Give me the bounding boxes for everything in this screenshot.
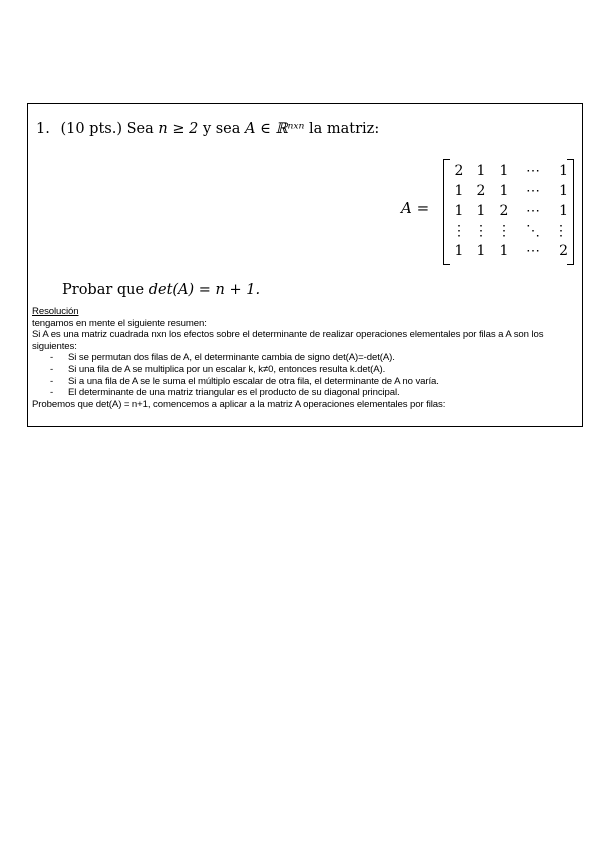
list-item: - El determinante de una matriz triangular es el producto de su diagonal principal. — [50, 387, 400, 399]
matrix-cell: 1 — [476, 163, 486, 179]
matrix-cell: 1 — [454, 183, 464, 199]
list-item-text: Si una fila de A se multiplica por un escalar k, k≠0, entonces resulta k.det(A). — [68, 363, 386, 375]
list-item-text: Si a una fila de A se le suma el múltiplo escalar de otra fila, el determinante de A no varía. — [68, 375, 439, 387]
matrix-cell: ⋯ — [526, 183, 540, 199]
matrix-cell: ⋯ — [526, 243, 540, 259]
list-item-text: El determinante de una matriz triangular es el producto de su diagonal principal. — [68, 387, 400, 399]
matrix-cell: ⋮ — [474, 223, 488, 239]
resolution-title: Resolución — [32, 306, 79, 317]
matrix-cell: 1 — [454, 243, 464, 259]
matrix-cell: 1 — [454, 203, 464, 219]
matrix-cell: 1 — [559, 203, 568, 219]
matrix-A — [396, 157, 580, 263]
list-item: - Si una fila de A se multiplica por un escalar k, k≠0, entonces resulta k.det(A). — [50, 363, 386, 375]
resolution-intro: tengamos en mente el siguiente resumen: — [32, 317, 207, 329]
matrix-cell: 1 — [499, 243, 509, 259]
matrix-cell: 1 — [499, 183, 509, 199]
condition-n: n ≥ 2 — [158, 121, 199, 137]
list-item: - Si a una fila de A se le suma el múltiplo escalar de otra fila, el determinante de A no varía. — [50, 375, 439, 387]
list-item-text: Si se permutan dos filas de A, el determinante cambia de signo det(A)=-det(A). — [68, 352, 395, 364]
matrix-cell: ⋮ — [452, 223, 466, 239]
matrix-cell: 2 — [499, 203, 509, 219]
matrix-cell: 2 — [454, 163, 464, 179]
matrix-cell: 2 — [476, 183, 486, 199]
problem-text-c: la matriz: — [309, 121, 380, 137]
list-item: - Si se permutan dos filas de A, el determinante cambia de signo det(A)=-det(A). — [50, 352, 395, 364]
resolution-closing: Probemos que det(A) = n+1, comencemos a aplicar a la matriz A operaciones elementales por filas: — [32, 398, 446, 410]
prove-text: Probar que — [62, 282, 149, 298]
matrix-cell: 1 — [559, 183, 568, 199]
matrix-cell: ⋯ — [526, 203, 540, 219]
matrix-cell: 1 — [499, 163, 509, 179]
matrix-lhs: A = — [401, 199, 430, 217]
problem-points: (10 pts.) — [60, 121, 122, 137]
prove-statement — [62, 282, 260, 298]
problem-text-b: y sea — [202, 121, 246, 137]
right-bracket — [567, 159, 574, 265]
matrix-cell: ⋮ — [497, 223, 511, 239]
problem-text-a: Sea — [126, 121, 159, 137]
resolution — [32, 306, 580, 410]
resolution-list — [32, 352, 580, 398]
matrix-cell: ⋱ — [526, 223, 540, 239]
prove-formula: det(A) = n + 1. — [148, 282, 261, 298]
matrix-cell: 2 — [559, 243, 568, 259]
matrix-cell: 1 — [476, 203, 486, 219]
matrix-cell: 1 — [476, 243, 486, 259]
resolution-paragraph: Si A es una matriz cuadrada nxn los efectos sobre el determinante de realizar operaciones elementales por filas a A son los siguientes: — [32, 329, 544, 352]
problem-statement — [36, 121, 576, 137]
matrix-grid — [448, 161, 568, 261]
matrix-cell: 1 — [559, 163, 568, 179]
exercise-box — [27, 103, 583, 427]
matrix-cell: ⋮ — [554, 223, 568, 239]
condition-A: A ∈ ℝⁿˣⁿ — [245, 121, 305, 137]
problem-number: 1. — [36, 121, 50, 137]
matrix-cell: ⋯ — [526, 163, 540, 179]
